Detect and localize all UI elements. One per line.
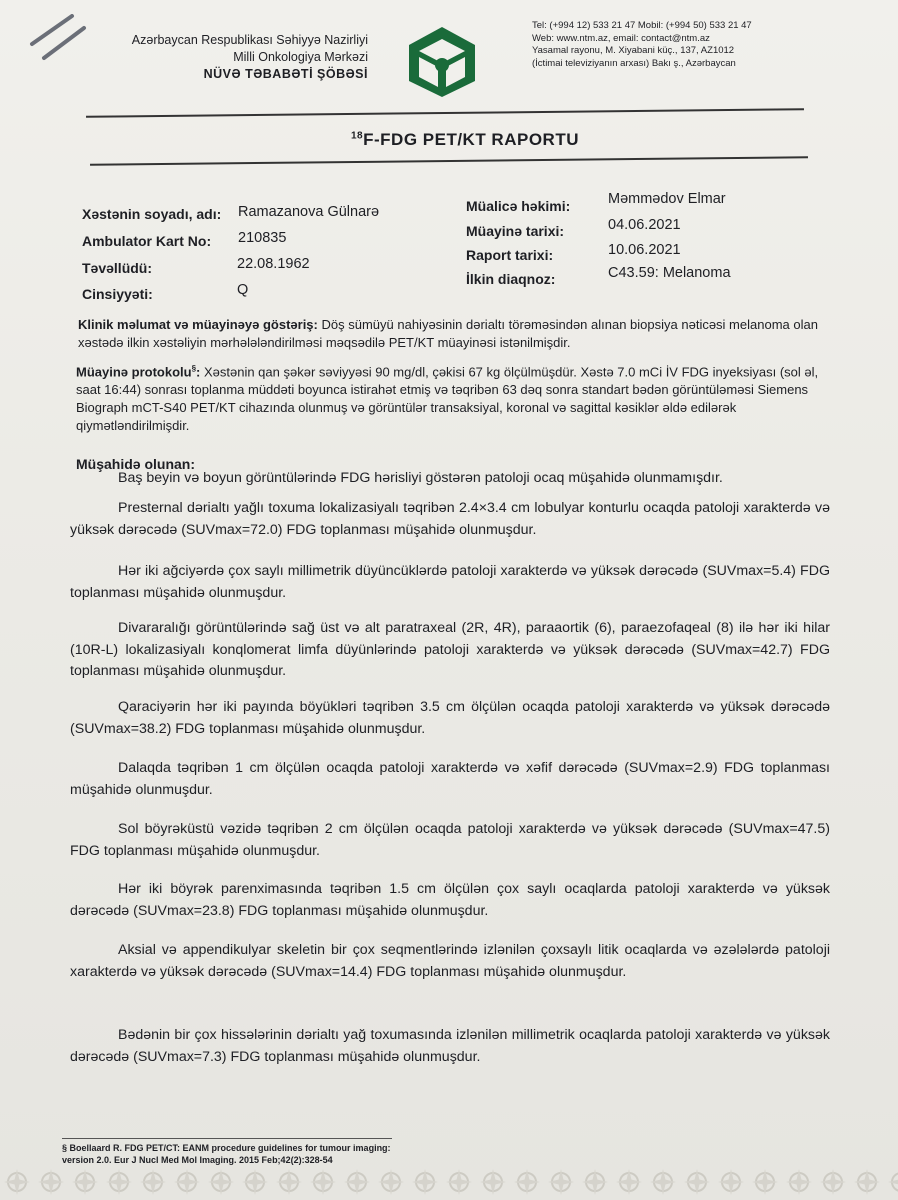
patient-name-value: Ramazanova Gülnarə: [238, 204, 380, 220]
protocol-footnote-mark: §: [191, 364, 197, 373]
finding-9: Aksial və appendikulyar skeletin bir çox seqmentlərində izlənilən çoxsaylı litik ocaqlarda və əzələlərdə patoloji xarakterdə və yüksək dərəcədə (SUVmax=14.4) FDG toplanması müşahidə olunmuşdur.: [70, 942, 830, 980]
footnote-line2: version 2.0. Eur J Nucl Med Mol Imaging. 2015 Feb;42(2):328-54: [62, 1155, 333, 1165]
header-rule: [86, 108, 804, 117]
clinical-info-label: Klinik məlumat və müayinəyə göstəriş:: [78, 317, 318, 332]
footnote-line1: Boellaard R. FDG PET/CT: EANM procedure guidelines for tumour imaging:: [69, 1143, 391, 1153]
exam-protocol: Müayinə protokolu§: Xəstənin qan şəkər səviyyəsi 90 mg/dl, çəkisi 67 kg ölçülmüşdür. Xəstə 7.0 mCi İV FDG inyeksiyası (sol əl, saat 16:44) sonrası toplanma müddəti boyunca istirahət etmiş və təqribən 63 dəq sonra standart bədən görüntüləməsi Siemens Biograph mCT-S40 PET/KT cihazında olunmuş və görüntülər transaksiyal, koronal və sagittal kəsiklər əldə edilərək qiymətləndirilmişdir.: [76, 364, 819, 434]
footnote: [62, 1142, 402, 1166]
report-date-value: 10.06.2021: [608, 242, 681, 258]
ministry-name: Azərbaycan Respublikası Səhiyyə Nazirliyi: [131, 33, 368, 47]
report-title: [300, 130, 630, 150]
clinical-info: [78, 316, 838, 352]
finding-7: Sol böyrəküstü vəzidə təqribən 2 cm ölçülən ocaqda patoloji xarakterdə və yüksək dərəcədə (SUVmax=47.5) FDG toplanması müşahidə olunmuşdur.: [70, 821, 830, 859]
sex-label: Cinsiyyəti:: [82, 286, 153, 302]
finding-4: Divararalığı görüntülərində sağ üst və alt paratraxeal (2R, 4R), paraaortik (6), paraezofaqeal (8) ilə hər iki hilar (10R-L) lokalizasiyalı konqlomerat limfa düyünlərində patoloji xarakterdə və yüksək dərəcədə (SUVmax=42.7) FDG toplanması müşahidə olunmuşdur.: [70, 620, 830, 679]
finding-8: Hər iki böyrək parenximasında təqribən 1.5 cm ölçülən çox saylı ocaqlarda patoloji xarakterdə və yüksək dərəcədə (SUVmax=23.8) FDG toplanması müşahidə olunmuşdur.: [70, 881, 830, 919]
footnote-rule: [62, 1138, 392, 1139]
contact-address: Yasamal rayonu, M. Xiyabani küç., 137, AZ1012: [532, 45, 735, 56]
finding-6: Dalaqda təqribən 1 cm ölçülən ocaqda patoloji xarakterdə və xəfif dərəcədə (SUVmax=2.9) FDG toplanması müşahidə olunmuşdur.: [70, 760, 830, 798]
center-name: Milli Onkologiya Mərkəzi: [233, 50, 368, 64]
finding-5: Qaraciyərin hər iki payında böyükləri təqribən 3.5 cm ölçülən ocaqda patoloji xarakterdə və yüksək dərəcədə (SUVmax=38.2) FDG toplanması müşahidə olunmuşdur.: [70, 699, 830, 737]
contact-web-email: Web: www.ntm.az, email: contact@ntm.az: [532, 32, 710, 44]
pen-stroke-mark: [28, 14, 88, 62]
patient-name-label: Xəstənin soyadı, adı:: [82, 206, 222, 222]
diagnosis-value: C43.59: Melanoma: [608, 265, 731, 281]
doctor-label: Müalicə həkimi:: [466, 198, 571, 214]
footnote-mark: §: [62, 1143, 68, 1153]
card-number-label: Ambulator Kart No:: [82, 233, 212, 249]
card-number-value: 210835: [238, 230, 287, 246]
sex-value: Q: [237, 282, 249, 298]
finding-3: Hər iki ağciyərdə çox saylı millimetrik düyüncüklərdə patoloji xarakterdə və yüksək dərəcədə (SUVmax=5.4) FDG toplanması müşahidə olunmuşdur.: [70, 563, 830, 601]
contact-address-note: (İctimai televiziyanın arxası) Bakı ş., Azərbaycan: [532, 57, 736, 69]
findings-label: Müşahidə olunan:: [76, 456, 195, 472]
diagnosis-label: İlkin diaqnoz:: [466, 271, 556, 287]
finding-1: Baş beyin və boyun görüntülərində FDG hərisliyi göstərən patoloji ocaq müşahidə olunmamışdır.: [118, 470, 723, 486]
birth-date-value: 22.08.1962: [237, 256, 310, 272]
report-title-text: F-FDG PET/KT RAPORTU: [363, 130, 579, 149]
finding-2: Presternal dərialtı yağlı toxuma lokalizasiyalı təqribən 2.4×3.4 cm lobulyar konturlu ocaqda patoloji xarakterdə və yüksək dərəcədə (SUVmax=72.0) FDG toplanması müşahidə olunmuşdur.: [70, 500, 830, 538]
institution-header: [88, 32, 368, 83]
contact-phone: Tel: (+994 12) 533 21 47 Mobil: (+994 50) 533 21 47: [532, 20, 752, 31]
title-rule: [90, 156, 808, 165]
exam-date-label: Müayinə tarixi:: [466, 223, 565, 239]
isotope-number: 18: [350, 130, 364, 142]
finding-10: Bədənin bir çox hissələrinin dərialtı yağ toxumasında izlənilən millimetrik ocaqlarda patoloji xarakterdə və yüksək dərəcədə (SUVmax=7.3) FDG toplanması müşahidə olunmuşdur.: [70, 1027, 830, 1065]
contact-info: [532, 20, 832, 70]
protocol-text: Xəstənin qan şəkər səviyyəsi 90 mg/dl, çəkisi 67 kg ölçülmüşdür. Xəstə 7.0 mCi İV FDG inyeksiyası (sol əl, saat 16:44) sonrası toplanma müddəti boyunca istirahət etmiş və təqribən 63 dəq sonra standart bədən görüntüləməsi Siemens Biograph mCT-S40 PET/KT cihazında olunmuş və görüntülər transaksiyal, koronal və sagittal kəsiklər əldə edilərək qiymətləndirilmişdir.: [76, 364, 819, 434]
department-name: NÜVƏ TƏBABƏTİ ŞÖBƏSİ: [203, 67, 368, 81]
birth-date-label: Təvəllüdü:: [82, 260, 153, 276]
report-date-label: Raport tarixi:: [466, 247, 554, 263]
protocol-label: Müayinə protokolu: [76, 364, 192, 380]
decorative-footer-pattern: [0, 1165, 898, 1200]
doctor-value: Məmmədov Elmar: [608, 191, 726, 207]
nuclear-center-logo-icon: [405, 25, 479, 99]
exam-date-value: 04.06.2021: [608, 217, 681, 233]
clinical-info-text: Döş sümüyü nahiyəsinin dərialtı törəməsindən alınan biopsiya nəticəsi melanoma olan xəstədə ilkin xəstəliyin mərhələləndirilməsi məqsədilə PET/KT müayinəsi istənilmişdir.: [78, 317, 818, 350]
